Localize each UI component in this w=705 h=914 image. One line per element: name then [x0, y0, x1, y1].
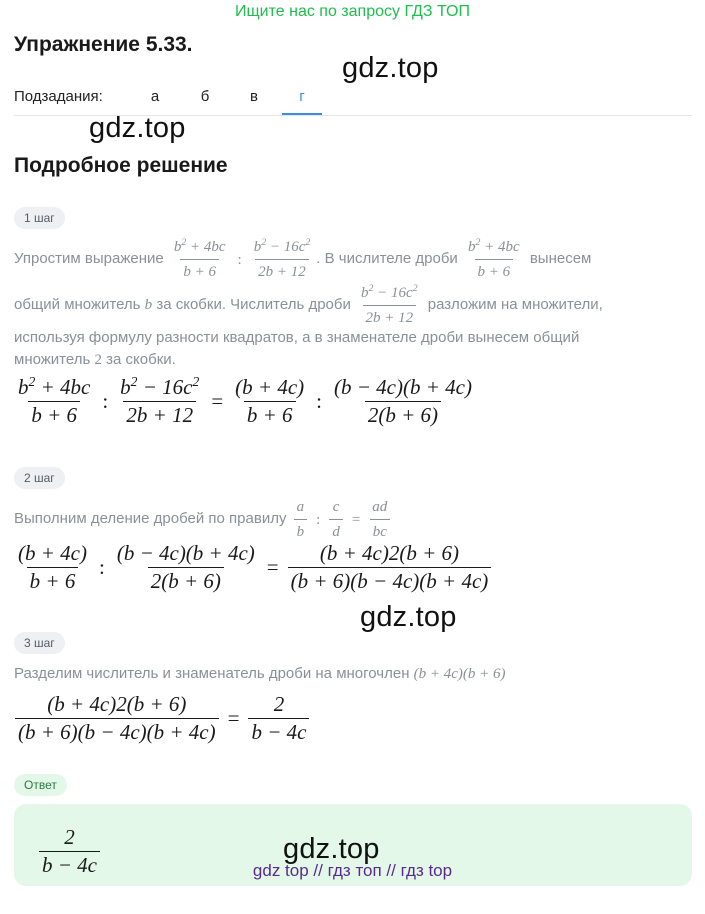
watermark: gdz.top: [360, 601, 457, 633]
active-tab-indicator: [282, 113, 322, 115]
step-3-formula: $\frac{(b + 4c)2(b + 6)}{(b + 6)(b - 4c)(b + 4c)}$ = $\frac{2}{b - 4c}$: [12, 692, 312, 745]
step-1-text: за скобки.: [106, 351, 176, 368]
step-1-text: множитель: [14, 351, 91, 368]
section-title: Подробное решение: [14, 154, 228, 177]
step-1-inline-math: $\frac{b^2 + 4bc}{b + 6}$ : $\frac{b^2 - 16c^2}{2b + 12}$: [168, 251, 316, 267]
step-1-text: вынесем: [529, 249, 592, 267]
footer-links: gdz top // гдз топ // гдз top: [252, 861, 453, 880]
answer-badge: Ответ: [14, 774, 67, 796]
exercise-title: Упражнение 5.33.: [14, 33, 193, 56]
watermark: gdz.top: [89, 112, 186, 144]
step-1-line-4: [14, 349, 176, 371]
step-1-inline-math: $\frac{b^2 + 4bc}{b + 6}$: [462, 251, 526, 267]
step-3-badge: 3 шаг: [14, 632, 65, 654]
step-3-text: Разделим числитель и знаменатель дроби на многочлен: [14, 665, 410, 682]
tab-b[interactable]: б: [200, 88, 210, 105]
watermark: gdz.top: [342, 52, 439, 84]
step-2-formula: $\frac{(b + 4c)}{b + 6}$ : $\frac{(b - 4c)(b + 4c)}{2(b + 6)}$ = $\frac{(b + 4c)2(b + 6)}{(b + 6)(b - 4c)(b + 4c)}$: [12, 541, 494, 594]
subtasks-label: Подзадания:: [14, 88, 103, 105]
step-1-text: разложим на множители,: [427, 295, 603, 313]
top-banner: Ищите нас по запросу ГДЗ ТОП: [235, 3, 470, 20]
answer-numerator: 2: [64, 825, 75, 849]
step-2-line-1: [14, 496, 393, 543]
step-1-line-3: используя формулу разности квадратов, а в знаменателе дроби вынесем общий: [14, 329, 580, 346]
step-1-number: 2: [94, 352, 102, 368]
step-1-text: общий множитель: [14, 295, 141, 313]
step-1-line-2: [14, 282, 704, 329]
tab-v[interactable]: в: [250, 88, 258, 105]
step-1-var: b: [144, 296, 153, 313]
step-1-formula: $\frac{b^2 + 4bc}{b + 6}$ : $\frac{b^2 - 16c^2}{2b + 12}$ = $\frac{(b + 4c)}{b + 6}$ : $\frac{(b - 4c)(b + 4c)}{2(b + 6)}$: [18, 374, 472, 427]
step-1-text: за скобки. Числитель дроби: [156, 295, 351, 313]
answer-denominator: b − 4c: [39, 851, 100, 878]
step-1-badge: 1 шаг: [14, 207, 65, 229]
step-1-text: Упростим выражение: [14, 249, 164, 267]
step-2-rule: $\frac{a}{b}$ : $\frac{c}{d}$ = $\frac{ad}{bc}$: [291, 511, 394, 527]
step-1-text: . В числителе дроби: [316, 249, 458, 267]
step-1-inline-math: $\frac{b^2 - 16c^2}{2b + 12}$: [355, 297, 424, 313]
step-3-line-1: [14, 663, 506, 685]
tab-g[interactable]: г: [299, 88, 305, 105]
step-1-line-1: [14, 236, 704, 283]
tab-a[interactable]: а: [150, 88, 160, 105]
step-2-badge: 2 шаг: [14, 467, 65, 489]
step-2-text: Выполним деление дробей по правилу: [14, 509, 287, 527]
step-3-polynomial: (b + 4c)(b + 6): [413, 666, 506, 682]
watermark: gdz.top: [283, 833, 380, 865]
